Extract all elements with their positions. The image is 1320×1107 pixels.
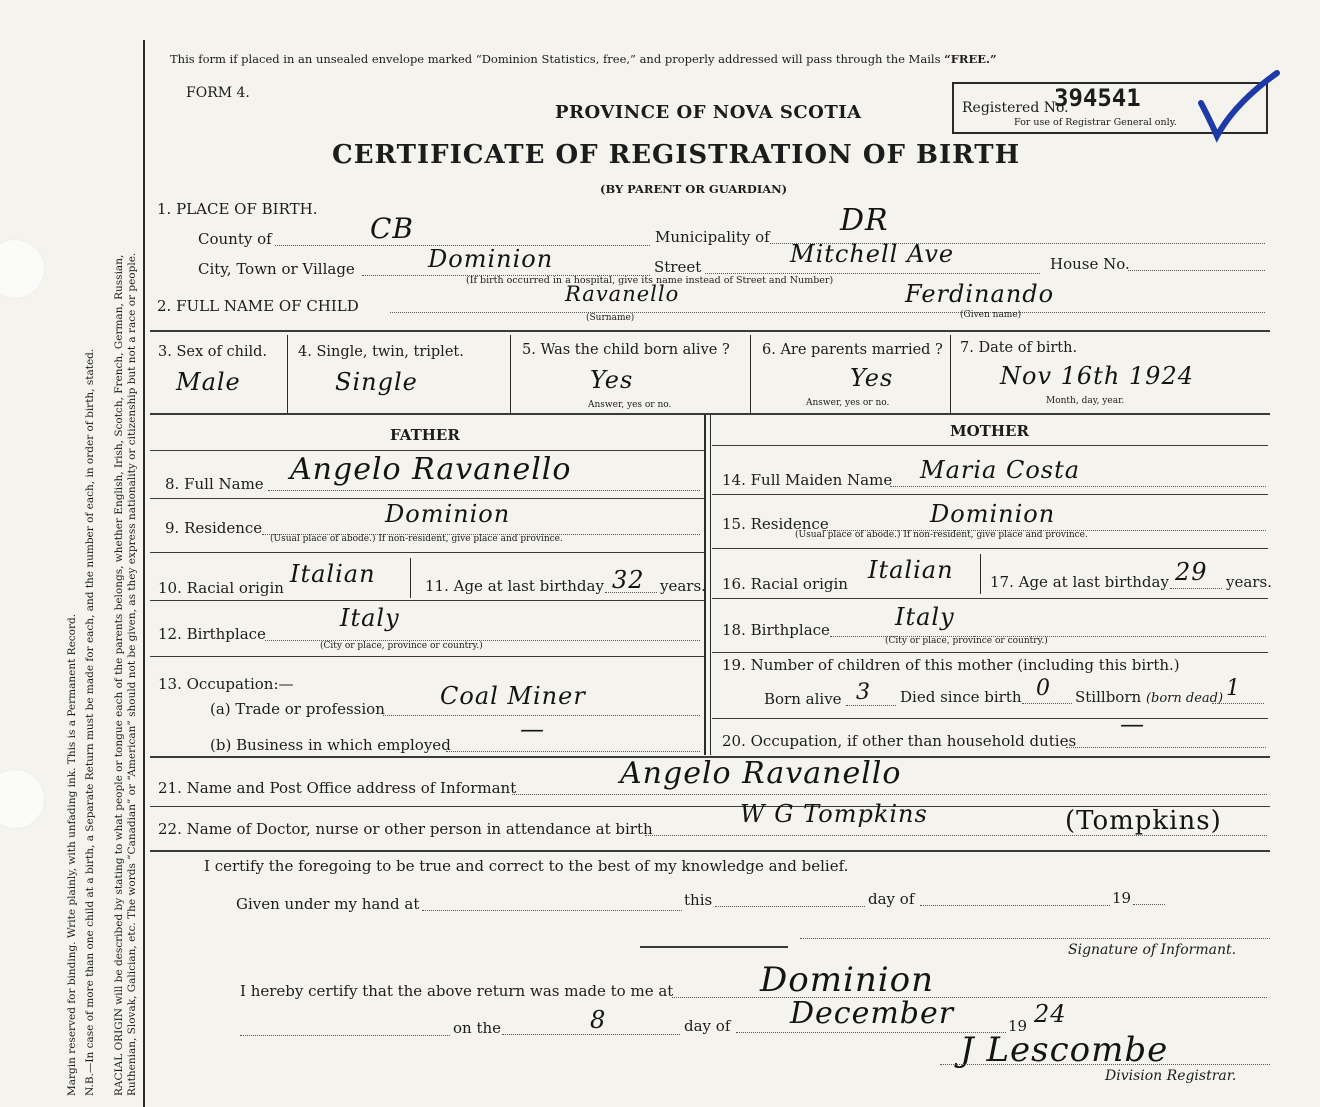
father-residence-caption: (Usual place of abode.) If non-resident, give place and province. (270, 534, 563, 544)
sex-label: 3. Sex of child. (158, 344, 268, 360)
check-mark-icon (1195, 68, 1285, 143)
child-name-label: 2. FULL NAME OF CHILD (157, 297, 359, 315)
mother-age-line (1170, 588, 1222, 589)
mother-name-label: 14. Full Maiden Name (722, 471, 893, 489)
day-of-line (920, 905, 1110, 906)
year-line (1133, 904, 1165, 905)
father-age-value: 32 (612, 566, 645, 594)
father-heading: FATHER (390, 426, 460, 444)
street-line (705, 273, 1040, 274)
born-alive-label: 5. Was the child born alive ? (522, 342, 730, 358)
mother-occupation-value: — (1120, 710, 1145, 738)
side-note-multiple-births: N.B.—In case of more than one child at a birth, a Separate Return must be made for each, and the number of each, in order of birth, stated. (84, 348, 96, 1096)
mother-row-4 (712, 652, 1268, 653)
father-racial-sep (410, 558, 411, 598)
father-mother-separator-2 (710, 415, 711, 755)
father-row-3 (150, 600, 704, 601)
county-label: County of (198, 230, 272, 248)
this-day-line (715, 906, 865, 907)
mother-row-2 (712, 548, 1268, 549)
municipality-value: DR (840, 203, 889, 238)
mother-occupation-line (1066, 747, 1266, 748)
given-under-hand-label: Given under my hand at (236, 895, 420, 913)
father-birthplace-caption: (City or place, province or country.) (320, 641, 483, 651)
mother-children-label: 19. Number of children of this mother (including this birth.) (722, 656, 1180, 674)
mother-residence-value: Dominion (930, 500, 1056, 528)
registrar-signature: J Lescombe (960, 1030, 1169, 1070)
mother-row-5 (712, 718, 1268, 719)
mother-name-value: Maria Costa (920, 456, 1081, 484)
given-at-line (422, 910, 682, 911)
house-no-line (1128, 270, 1265, 271)
father-occupation-label: 13. Occupation:— (158, 675, 294, 693)
mail-note-text: This form if placed in an unsealed envelope marked “Dominion Statistics, free,” and properly addressed will pass through the Mails (170, 52, 945, 66)
stillborn-label-text: Stillborn (1075, 688, 1142, 706)
informant-label: 21. Name and Post Office address of Informant (158, 779, 517, 797)
hereby-value: Dominion (760, 960, 934, 1000)
doctor-value: W G Tompkins (740, 800, 928, 828)
year-value-2: 24 (1034, 1000, 1067, 1028)
side-note-racial-origin-cont: Ruthenian, Slovak, Galician, etc. The words “Canadian” or “American” should not be given, as they express nationality or citizenship but not a race or people. (126, 252, 138, 1096)
died-count-value: 0 (1036, 676, 1051, 701)
mother-racial-value: Italian (868, 556, 954, 584)
divider-1 (150, 330, 1270, 332)
col-sep-2 (510, 335, 511, 413)
mother-heading: MOTHER (950, 422, 1029, 440)
parents-married-value: Yes (850, 364, 894, 392)
mother-age-value: 29 (1175, 558, 1208, 586)
divider-5 (150, 850, 1270, 852)
place-of-birth-label: 1. PLACE OF BIRTH. (157, 200, 318, 218)
registrar-use-note: For use of Registrar General only. (1014, 117, 1177, 128)
certificate-title: CERTIFICATE OF REGISTRATION OF BIRTH (332, 140, 1021, 170)
parents-married-label: 6. Are parents married ? (762, 342, 943, 358)
left-border (143, 40, 145, 1107)
mother-name-line (890, 486, 1266, 487)
stillborn-label (1075, 688, 1223, 706)
on-the-line (502, 1034, 680, 1035)
house-no-label: House No. (1050, 255, 1130, 273)
date-of-birth-caption: Month, day, year. (1046, 396, 1125, 406)
form-number: FORM 4. (186, 85, 250, 101)
died-count-line (1022, 703, 1072, 704)
mail-note-free: “FREE.” (944, 52, 997, 66)
city-value: Dominion (428, 245, 554, 273)
father-business-line (446, 751, 700, 752)
given-name-caption: (Given name) (960, 310, 1022, 320)
father-residence-label: 9. Residence (165, 519, 263, 537)
col-sep-3 (750, 335, 751, 413)
stillborn-value: 1 (1226, 676, 1241, 701)
date-of-birth-value: Nov 16th 1924 (1000, 362, 1194, 390)
street-label: Street (654, 258, 702, 276)
informant-signature-line (800, 938, 1270, 939)
punch-hole-bottom (0, 770, 44, 828)
doctor-value-alt: (Tompkins) (1065, 806, 1222, 836)
plurality-label: 4. Single, twin, triplet. (298, 344, 464, 360)
mother-birthplace-caption: (City or place, province or country.) (885, 636, 1048, 646)
born-alive-count-line (846, 705, 896, 706)
this-label: this (684, 891, 713, 909)
father-business-label: (b) Business in which employed (210, 736, 451, 754)
child-surname: Ravanello (565, 282, 680, 306)
on-the-pre-line (240, 1035, 450, 1036)
municipality-label: Municipality of (655, 228, 770, 246)
mother-birthplace-value: Italy (895, 603, 955, 631)
died-count-label: Died since birth (900, 688, 1022, 706)
mother-residence-label: 15. Residence (722, 515, 829, 533)
certificate-subtitle: (BY PARENT OR GUARDIAN) (600, 182, 788, 196)
division-registrar-label: Division Registrar. (1105, 1068, 1237, 1084)
registered-label: Registered No. (962, 100, 1069, 116)
year-label-2: 19 (1008, 1017, 1028, 1035)
father-name-value: Angelo Ravanello (290, 452, 572, 487)
mother-row-1 (712, 494, 1268, 495)
heading-underline-mother (712, 445, 1268, 446)
child-given-name: Ferdinando (905, 280, 1055, 308)
registered-number: 394541 (1054, 84, 1141, 112)
father-racial-label: 10. Racial origin (158, 579, 284, 597)
heading-underline-father (150, 450, 704, 451)
surname-caption: (Surname) (586, 313, 635, 323)
father-birthplace-value: Italy (340, 604, 400, 632)
day-of-label-2: day of (684, 1017, 731, 1035)
father-row-4 (150, 656, 704, 657)
on-the-value: 8 (590, 1006, 607, 1034)
informant-value: Angelo Ravanello (620, 756, 902, 791)
father-name-label: 8. Full Name (165, 475, 264, 493)
parents-married-caption: Answer, yes or no. (806, 398, 890, 408)
father-row-1 (150, 498, 704, 499)
street-value: Mitchell Ave (790, 240, 955, 268)
informant-line (512, 794, 1267, 795)
mother-occupation-label: 20. Occupation, if other than household duties (722, 732, 1077, 750)
registrar-signature-line (940, 1064, 1270, 1065)
plurality-value: Single (335, 368, 418, 396)
hereby-certify-label: I hereby certify that the above return was made to me at (240, 982, 674, 1000)
hospital-note: (If birth occurred in a hospital, give its name instead of Street and Number) (466, 275, 834, 286)
father-racial-value: Italian (290, 560, 376, 588)
informant-signature-dash (640, 946, 788, 948)
mother-age-label: 17. Age at last birthday (990, 573, 1169, 591)
county-value: CB (370, 212, 414, 245)
stillborn-sub: (born dead) (1145, 691, 1224, 706)
col-sep-4 (950, 335, 951, 413)
mother-racial-label: 16. Racial origin (722, 575, 848, 593)
father-name-line (268, 490, 700, 491)
city-label: City, Town or Village (198, 260, 355, 278)
mother-row-3 (712, 598, 1268, 599)
sex-value: Male (176, 368, 241, 396)
father-row-2 (150, 552, 704, 553)
father-age-label: 11. Age at last birthday (425, 577, 604, 595)
province-title: PROVINCE OF NOVA SCOTIA (555, 102, 862, 123)
father-residence-value: Dominion (385, 500, 511, 528)
signature-of-informant-label: Signature of Informant. (1068, 942, 1237, 958)
child-name-line (390, 312, 1265, 313)
year-label: 19 (1112, 889, 1132, 907)
born-alive-count-value: 3 (856, 680, 871, 705)
month-value: December (790, 996, 955, 1031)
on-the-label: on the (453, 1019, 502, 1037)
certify-statement: I certify the foregoing to be true and correct to the best of my knowledge and belief. (204, 857, 849, 875)
side-note-binding: Margin reserved for binding. Write plainly, with unfading ink. This is a Permanent Record. (66, 613, 78, 1096)
father-years-label: years. (660, 577, 706, 595)
born-alive-count-label: Born alive (764, 690, 842, 708)
col-sep-1 (287, 335, 288, 413)
date-of-birth-label: 7. Date of birth. (960, 340, 1078, 356)
father-business-value: — (520, 715, 545, 743)
stillborn-line (1212, 703, 1264, 704)
father-trade-label: (a) Trade or profession (210, 700, 385, 718)
day-of-label: day of (868, 890, 915, 908)
father-birthplace-label: 12. Birthplace (158, 625, 266, 643)
mother-racial-sep (980, 554, 981, 594)
punch-hole-top (0, 240, 44, 298)
mail-note (170, 52, 997, 66)
mother-residence-caption: (Usual place of abode.) If non-resident, give place and province. (795, 530, 1088, 540)
born-alive-value: Yes (590, 366, 634, 394)
born-alive-caption: Answer, yes or no. (588, 400, 672, 410)
side-note-racial-origin: RACIAL ORIGIN will be described by stating to what people or tongue each of the parents belongs, whether English, Irish, Scotch, French, German, Russian, (113, 254, 125, 1096)
father-trade-value: Coal Miner (440, 682, 586, 710)
mother-years-label: years. (1226, 573, 1272, 591)
doctor-label: 22. Name of Doctor, nurse or other person in attendance at birth (158, 820, 653, 838)
mother-birthplace-label: 18. Birthplace (722, 621, 830, 639)
